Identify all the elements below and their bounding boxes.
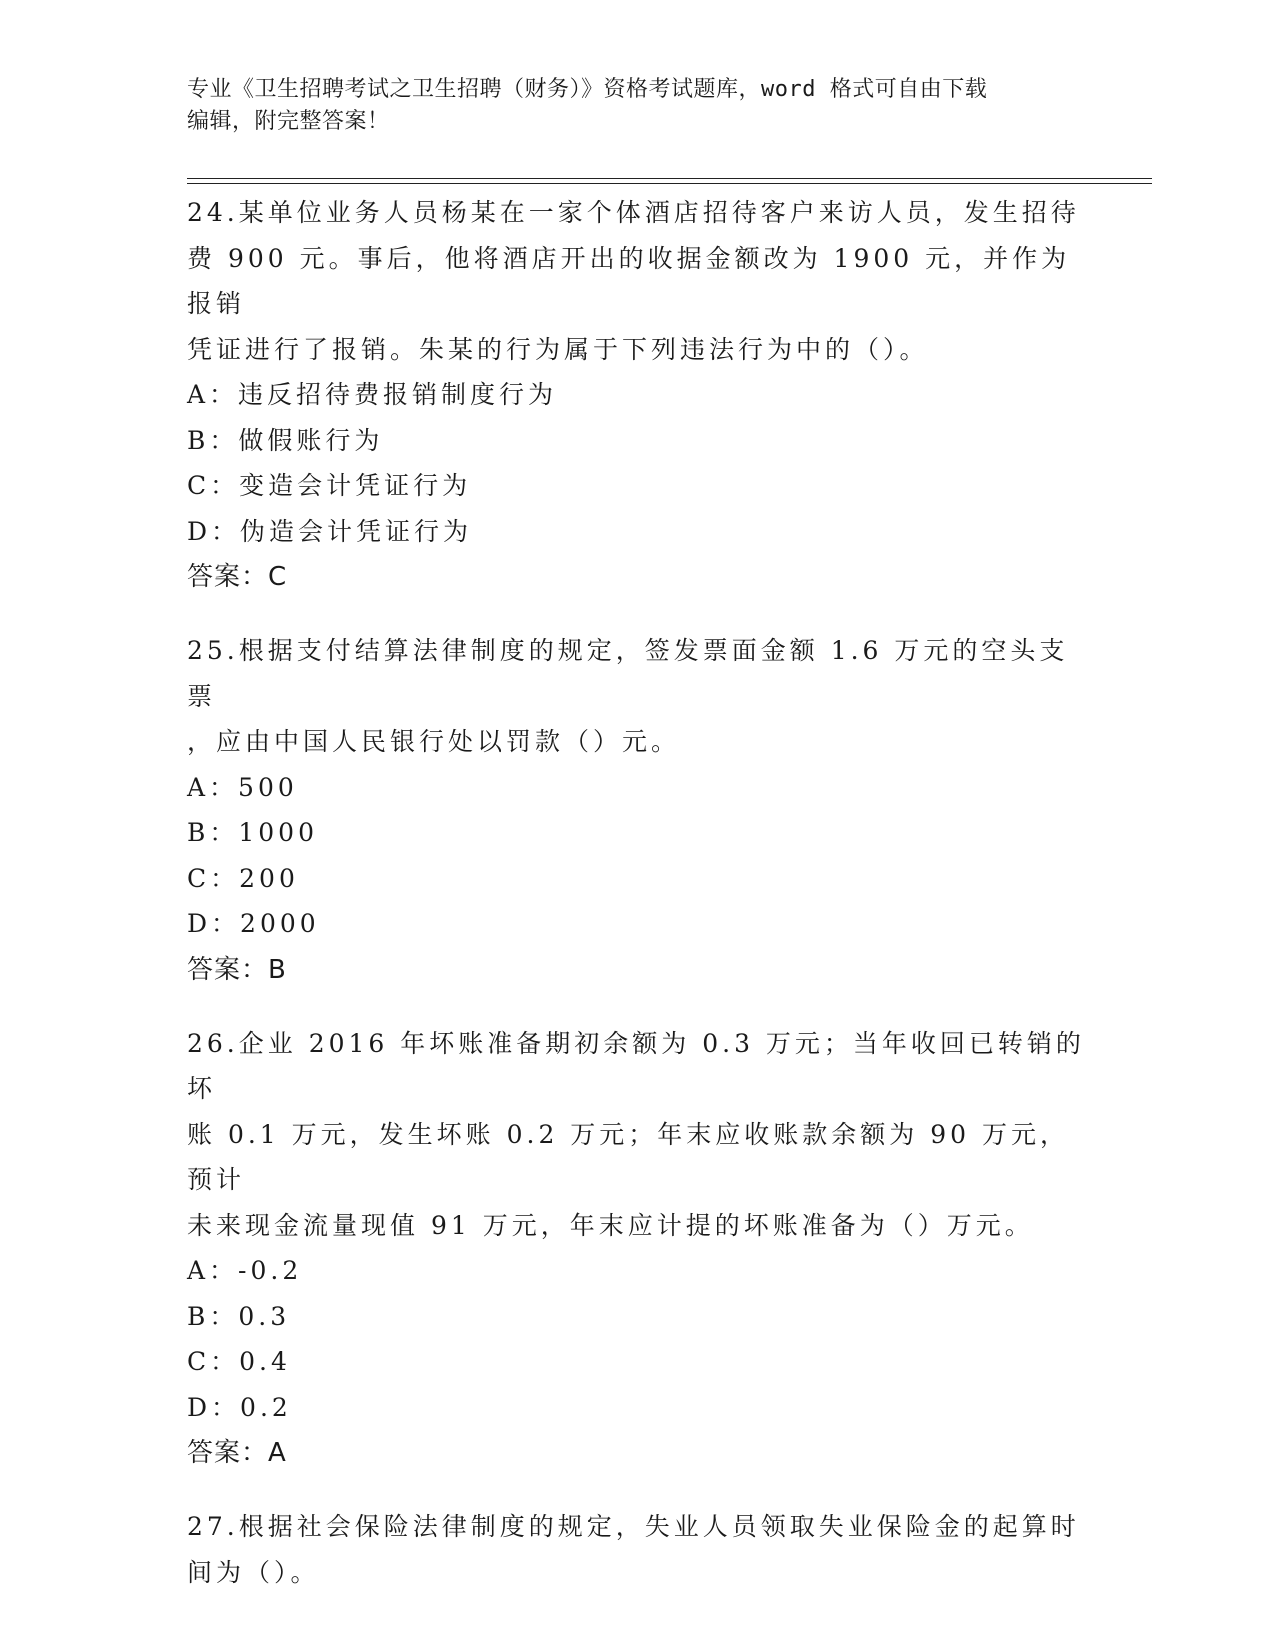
option-a: A：违反招待费报销制度行为	[187, 380, 558, 409]
option-c: C：0.4	[187, 1347, 291, 1376]
option-a: A：-0.2	[187, 1256, 303, 1285]
answer: 答案：C	[187, 562, 288, 592]
option-d: D：2000	[187, 909, 320, 938]
question-text-line: 26.企业 2016 年坏账准备期初余额为 0.3 万元；当年收回已转销的坏	[187, 1028, 1085, 1103]
header-line-2: 编辑，附完整答案！	[187, 109, 390, 134]
document-header	[187, 74, 1067, 138]
option-b: B：0.3	[187, 1301, 291, 1331]
question-text-line: ，应由中国人民银行处以罚款（）元。	[187, 727, 681, 756]
question-text-line: 账 0.1 万元，发生坏账 0.2 万元；年末应收账款余额为 90 万元，预计	[187, 1119, 1070, 1194]
question-text-line: 24.某单位业务人员杨某在一家个体酒店招待客户来访人员，发生招待	[187, 198, 1080, 227]
question-27	[187, 1504, 1087, 1595]
option-a: A：500	[187, 772, 298, 802]
option-c: C：200	[187, 863, 299, 893]
answer: 答案：B	[187, 954, 287, 985]
header-divider-bottom	[187, 183, 1152, 184]
question-24	[187, 190, 1087, 600]
option-c: C：变造会计凭证行为	[187, 471, 472, 500]
question-text-line: 间为（）。	[187, 1557, 320, 1587]
header-line-1: 专业《卫生招聘考试之卫生招聘（财务）》资格考试题库，word 格式可自由下载	[187, 77, 988, 102]
option-b: B：1000	[187, 818, 318, 847]
question-text-line: 25.根据支付结算法律制度的规定，签发票面金额 1.6 万元的空头支票	[187, 636, 1069, 711]
question-26	[187, 1021, 1087, 1477]
question-list	[187, 190, 1087, 1623]
question-25	[187, 628, 1087, 993]
question-text-line: 未来现金流量现值 91 万元，年末应计提的坏账准备为（）万元。	[187, 1210, 1034, 1240]
question-text-line: 费 900 元。事后，他将酒店开出的收据金额改为 1900 元，并作为报销	[187, 243, 1071, 318]
answer: 答案：A	[187, 1438, 287, 1468]
option-b: B：做假账行为	[187, 425, 384, 455]
question-text-line: 27.根据社会保险法律制度的规定，失业人员领取失业保险金的起算时	[187, 1512, 1080, 1541]
option-d: D：伪造会计凭证行为	[187, 516, 473, 546]
header-divider-top	[187, 178, 1152, 179]
option-d: D：0.2	[187, 1392, 292, 1422]
question-text-line: 凭证进行了报销。朱某的行为属于下列违法行为中的（）。	[187, 334, 929, 364]
